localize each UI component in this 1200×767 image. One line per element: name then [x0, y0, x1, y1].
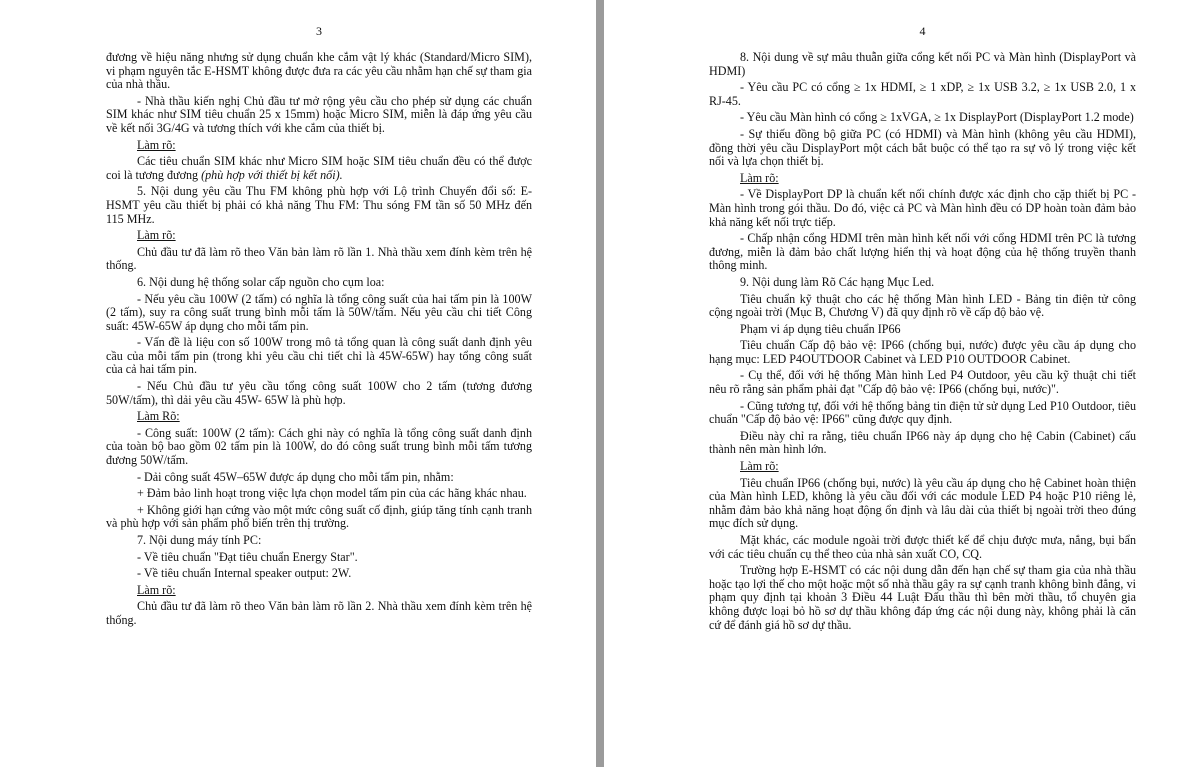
paragraph — [106, 534, 532, 548]
paragraph-text: - Yêu cầu Màn hình có cổng ≥ 1xVGA, ≥ 1x DisplayPort (DisplayPort 1.2 mode) — [740, 110, 1134, 125]
paragraph — [709, 188, 1136, 229]
paragraph-text: Chủ đầu tư đã làm rõ theo Văn bản làm rõ lần 1. Nhà thầu xem đính kèm trên hệ thống. — [106, 244, 532, 273]
page-number: 3 — [316, 24, 322, 38]
paragraph — [709, 323, 1136, 337]
paragraph-text: - Cũng tương tự, đối với hệ thống bảng tin điện tử sử dụng Led P10 Outdoor, tiêu chuẩn "Cấp độ bảo vệ: IP66" cũng được quy định. — [709, 398, 1136, 427]
paragraph — [106, 185, 532, 226]
paragraph-text: - Vấn đề là liệu con số 100W trong mô tả tổng quan là công suất danh định yêu cầu của mỗi tấm pin (trong khi yêu cầu chi tiết chỉ là 45W-65W) hay tổng công suất của cả hai tấm pin. — [106, 335, 532, 377]
paragraph — [709, 339, 1136, 366]
paragraph — [106, 246, 532, 273]
paragraph-text: - Chấp nhận cổng HDMI trên màn hình kết nối với cổng HDMI trên PC là tương đương, miễn là đảm bảo chất lượng hiển thị và hoạt động của hệ thống truyền thanh thông minh. — [709, 231, 1136, 273]
paragraph — [106, 504, 532, 531]
paragraph — [709, 51, 1136, 78]
paragraph — [106, 380, 532, 407]
paragraph — [709, 477, 1136, 531]
paragraph-text: Trường hợp E-HSMT có các nội dung dẫn đến hạn chế sự tham gia của nhà thầu hoặc tạo lợi thế cho một hoặc một số nhà thầu gây ra sự cạnh tranh không bình đẳng, vi phạm quy định tại khoản 3 Điều 44 Luật Đấu thầu thì bên mời thầu, tổ chuyên gia không được loại bỏ hồ sơ dự thầu không đáp ứng các nội dung này, không phải là căn cứ để đánh giá hồ sơ dự thầu. — [709, 563, 1136, 632]
paragraph-text: 5. Nội dung yêu cầu Thu FM không phù hợp với Lộ trình Chuyển đổi số: E-HSMT yêu cầu thiết bị phải có khả năng Thu FM: Thu sóng FM tần số 50 MHz đến 115 MHz. — [106, 184, 532, 226]
paragraph-text: - Nhà thầu kiến nghị Chủ đầu tư mở rộng yêu cầu cho phép sử dụng các chuẩn SIM khác như SIM tiêu chuẩn 25 x 15mm) hoặc Micro SIM, miễn là đáp ứng yêu cầu về kết nối 3G/4G và tương thích với khe cắm của thiết bị. — [106, 93, 532, 135]
paragraph — [709, 276, 1136, 290]
paragraph-text: Làm rõ: — [137, 582, 176, 597]
paragraph-text: - Nếu Chủ đầu tư yêu cầu tổng công suất 100W cho 2 tấm (tương đương 50W/tấm), thì dải yêu cầu 45W- 65W là phù hợp. — [106, 379, 532, 407]
paragraph — [709, 564, 1136, 632]
section-heading — [106, 139, 532, 153]
paragraph-text: 7. Nội dung máy tính PC: — [137, 533, 262, 547]
paragraph — [106, 155, 532, 182]
paragraph-text: 8. Nội dung về sự mâu thuẫn giữa cổng kết nối PC và Màn hình (DisplayPort và HDMI) — [709, 50, 1136, 78]
paragraph — [709, 111, 1136, 125]
paragraph-text: - Nếu yêu cầu 100W (2 tấm) có nghĩa là tổng công suất của hai tấm pin là 100W (2 tấm), suy ra công suất trung bình mỗi tấm là 50W/tấm. Nếu yêu cầu chi tiết Công suất: 45W-65W áp dụng cho mỗi tấm pin. — [106, 291, 532, 333]
paragraph-text: Làm rõ: — [740, 459, 779, 474]
paragraph — [106, 551, 532, 565]
paragraph — [709, 81, 1136, 108]
paragraph-text: Tiêu chuẩn kỹ thuật cho các hệ thống Màn hình LED - Bảng tin điện tử công cộng ngoài trời (Mục B, Chương V) đã quy định rõ về cấp độ bảo vệ. — [709, 291, 1136, 320]
paragraph — [106, 51, 532, 92]
section-heading — [106, 584, 532, 598]
paragraph-text: - Cụ thể, đối với hệ thống Màn hình Led P4 Outdoor, yêu cầu kỹ thuật chi tiết nêu rõ rằng sản phẩm phải đạt "Cấp độ bảo vệ: IP66 (chống bụi, nước)". — [709, 368, 1136, 397]
paragraph-text: - Về tiêu chuẩn Internal speaker output: 2W. — [137, 566, 352, 581]
paragraph — [106, 567, 532, 581]
paragraph-text: - Sự thiếu đồng bộ giữa PC (có HDMI) và Màn hình (không yêu cầu HDMI), đồng thời yêu cầu DisplayPort một cách bắt buộc có thể tạo ra sự vô lý trong việc kết nối và lựa chọn thiết bị. — [709, 126, 1136, 169]
paragraph — [106, 487, 532, 501]
page-content — [709, 51, 1136, 632]
paragraph-text: + Đảm bảo linh hoạt trong việc lựa chọn model tấm pin của các hãng khác nhau. — [137, 486, 527, 501]
paragraph-text: Làm rõ: — [740, 170, 779, 185]
section-heading — [709, 460, 1136, 474]
paragraph-text: 6. Nội dung hệ thống solar cấp nguồn cho cụm loa: — [137, 274, 385, 289]
paragraph — [709, 369, 1136, 396]
paragraph-text: Làm rõ: — [137, 228, 176, 243]
section-heading — [106, 410, 532, 424]
paragraph — [106, 293, 532, 334]
paragraph-text: Mặt khác, các module ngoài trời được thiết kế để chịu được mưa, nắng, bụi bẩn với các tiêu chuẩn cụ thể theo của nhà sản xuất CO, CQ. — [709, 533, 1136, 561]
paragraph — [709, 232, 1136, 273]
paragraph — [106, 600, 532, 627]
paragraph-text: Tiêu chuẩn IP66 (chống bụi, nước) là yêu cầu áp dụng cho hệ Cabinet hoàn thiện của Màn hình LED, không là yêu cầu đối với các module LED P4 hoặc P10 riêng lẻ, nhằm đảm bảo khả năng hoạt động ổn định và lâu dài của thiết bị ngoài trời theo đúng mục đích sử dụng. — [709, 475, 1136, 531]
paragraph — [709, 293, 1136, 320]
paragraph — [106, 471, 532, 485]
paragraph-text: - Công suất: 100W (2 tấm): Cách ghi này có nghĩa là tổng công suất danh định của toàn bộ bao gồm 02 tấm pin là 100W, do đó công suất trung bình mỗi tấm tương đương 50W/tấm. — [106, 425, 532, 468]
paragraph-text: đương về hiệu năng nhưng sử dụng chuẩn khe cắm vật lý khác (Standard/Micro SIM), vi phạm nguyên tắc E-HSMT không được đưa ra các yêu cầu nhằm hạn chế sự tham gia của nhà thầu. — [106, 50, 532, 92]
section-heading — [106, 229, 532, 243]
paragraph-text: Các tiêu chuẩn SIM khác như Micro SIM hoặc SIM tiêu chuẩn đều có thể được coi là tương đương — [106, 154, 532, 182]
paragraph — [709, 128, 1136, 169]
document-page-left — [0, 0, 596, 767]
paragraph-text: Làm rõ: — [137, 137, 176, 152]
paragraph — [106, 95, 532, 136]
paragraph — [106, 336, 532, 377]
paragraph-text: Chủ đầu tư đã làm rõ theo Văn bản làm rõ lần 2. Nhà thầu xem đính kèm trên hệ thống. — [106, 599, 532, 627]
page-content — [106, 51, 532, 628]
section-heading — [709, 172, 1136, 186]
italic-text: (phù hợp với thiết bị kết nối). — [201, 167, 343, 182]
paragraph — [106, 427, 532, 468]
paragraph-text: Phạm vi áp dụng tiêu chuẩn IP66 — [740, 321, 901, 336]
page-number: 4 — [919, 24, 926, 38]
paragraph — [709, 534, 1136, 561]
paragraph — [709, 400, 1136, 427]
paragraph — [709, 430, 1136, 457]
paragraph-text: Làm Rõ: — [137, 409, 180, 424]
paragraph-text: Điều này chỉ ra rằng, tiêu chuẩn IP66 này áp dụng cho hệ Cabin (Cabinet) cấu thành nên màn hình lớn. — [709, 428, 1136, 457]
paragraph-text: - Về tiêu chuẩn "Đạt tiêu chuẩn Energy Star". — [137, 549, 358, 564]
paragraph-text: - Dải công suất 45W–65W được áp dụng cho mỗi tấm pin, nhằm: — [137, 469, 454, 484]
paragraph-text: - Yêu cầu PC có cổng ≥ 1x HDMI, ≥ 1 xDP, ≥ 1x USB 3.2, ≥ 1x USB 2.0, 1 x RJ-45. — [709, 80, 1136, 108]
paragraph-text: - Về DisplayPort DP là chuẩn kết nối chính được xác định cho cặp thiết bị PC - Màn hình trong gói thầu. Do đó, việc cả PC và Màn hình đều có DP hoàn toàn đảm bảo khả năng kết nối trực tiếp. — [709, 187, 1136, 229]
paragraph — [106, 276, 532, 290]
paragraph-text: Tiêu chuẩn Cấp độ bảo vệ: IP66 (chống bụi, nước) được yêu cầu áp dụng cho hạng mục: LED P4OUTDOOR Cabinet và LED P10 OUTDOOR Cabinet. — [709, 338, 1136, 366]
paragraph-text: 9. Nội dung làm Rõ Các hạng Mục Led. — [740, 274, 935, 289]
paragraph-text: + Không giới hạn cứng vào một mức công suất cố định, giúp tăng tính cạnh tranh và phù hợp với sản phẩm phổ biến trên thị trường. — [106, 502, 532, 531]
document-page-right — [604, 0, 1200, 767]
